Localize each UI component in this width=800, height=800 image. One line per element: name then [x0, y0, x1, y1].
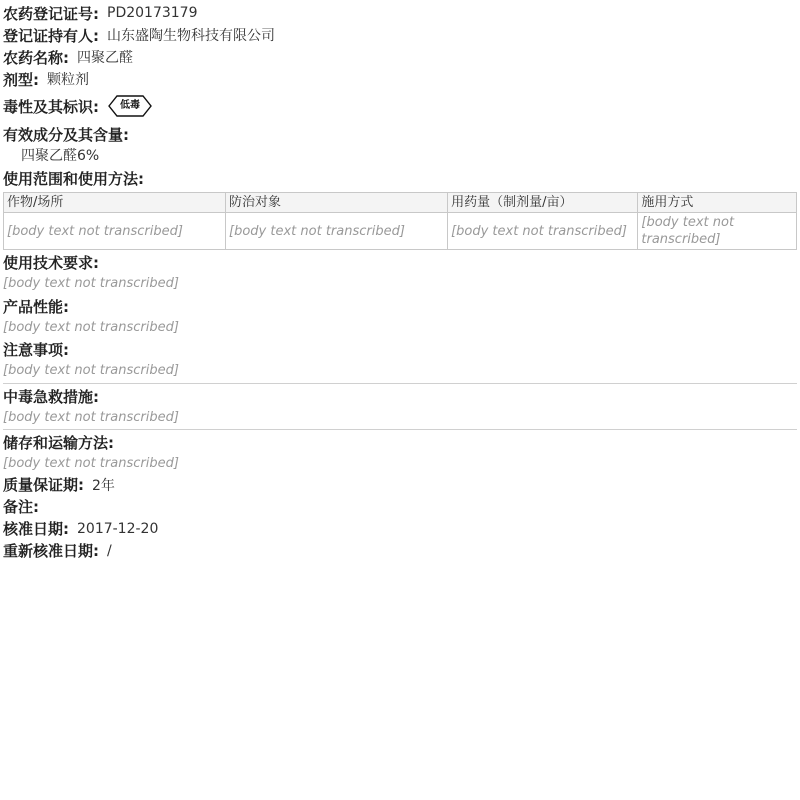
usage-table-header-row: [4, 193, 797, 213]
first-aid-body: [3, 408, 797, 428]
performance-heading: 产品性能:: [3, 297, 69, 316]
usage-cell-method: [body text not transcribed]: [638, 213, 797, 250]
holder-label: 登记证持有人:: [3, 26, 99, 45]
usage-col-method: 施用方式: [638, 193, 797, 213]
pesticide-name-row: [3, 46, 797, 68]
content-heading: 有效成分及其含量:: [3, 126, 129, 144]
formulation-label: 剂型:: [3, 70, 39, 89]
technical-paragraph: [body text not transcribed]: [3, 276, 179, 291]
precautions-heading: 注意事项:: [3, 341, 69, 359]
reapproval-date-label: 重新核准日期:: [3, 542, 99, 560]
approval-date-label: 核准日期:: [3, 520, 69, 538]
performance-body: [3, 318, 797, 338]
toxicity-row: [3, 90, 797, 122]
section-divider: [3, 429, 797, 430]
formulation-row: [3, 68, 797, 90]
holder-row: [3, 24, 797, 46]
technical-heading: 使用技术要求:: [3, 254, 99, 272]
reapproval-date-row: [3, 540, 797, 562]
usage-col-crop: 作物/场所: [4, 193, 226, 213]
warranty-row: [3, 474, 797, 496]
usage-cell-dosage: [body text not transcribed]: [448, 213, 638, 250]
usage-col-dosage: 用药量（制剂量/亩）: [448, 193, 638, 213]
formulation-value: 颗粒剂: [47, 72, 89, 88]
storage-heading: 储存和运输方法:: [3, 434, 114, 452]
remarks-row: [3, 496, 797, 518]
remarks-label: 备注:: [3, 498, 39, 516]
content-value: 四聚乙醛6%: [21, 148, 100, 164]
registration-number-value: PD20173179: [107, 5, 198, 21]
storage-body: [3, 454, 797, 474]
precautions-body: [3, 361, 797, 381]
precautions-paragraph: [body text not transcribed]: [3, 363, 179, 378]
usage-cell-target: [body text not transcribed]: [226, 213, 448, 250]
usage-col-target: 防治对象: [226, 193, 448, 213]
warranty-label: 质量保证期:: [3, 476, 84, 494]
storage-paragraph: [body text not transcribed]: [3, 456, 179, 471]
first-aid-heading: 中毒急救措施:: [3, 387, 99, 406]
first-aid-paragraph: [body text not transcribed]: [3, 409, 179, 425]
pesticide-name-label: 农药名称:: [3, 48, 69, 67]
section-divider: [3, 383, 797, 384]
usage-heading: 使用范围和使用方法:: [3, 170, 144, 188]
registration-number-label: 农药登记证号:: [3, 4, 99, 23]
table-row: [4, 213, 797, 250]
usage-table: [3, 192, 797, 250]
approval-date-row: [3, 518, 797, 540]
low-toxicity-badge-icon: [107, 94, 153, 118]
performance-paragraph: [body text not transcribed]: [3, 319, 179, 335]
warranty-value: 2年: [92, 477, 115, 494]
reapproval-date-value: /: [107, 542, 112, 559]
pesticide-name-value: 四聚乙醛: [77, 50, 133, 66]
usage-cell-crop: [body text not transcribed]: [4, 213, 226, 250]
holder-value: 山东盛陶生物科技有限公司: [107, 28, 275, 44]
toxicity-label: 毒性及其标识:: [3, 97, 99, 116]
technical-body: [3, 274, 797, 294]
registration-number-row: [3, 2, 797, 24]
low-toxicity-badge-text: 低毒: [120, 100, 140, 111]
approval-date-value: 2017-12-20: [77, 520, 159, 537]
